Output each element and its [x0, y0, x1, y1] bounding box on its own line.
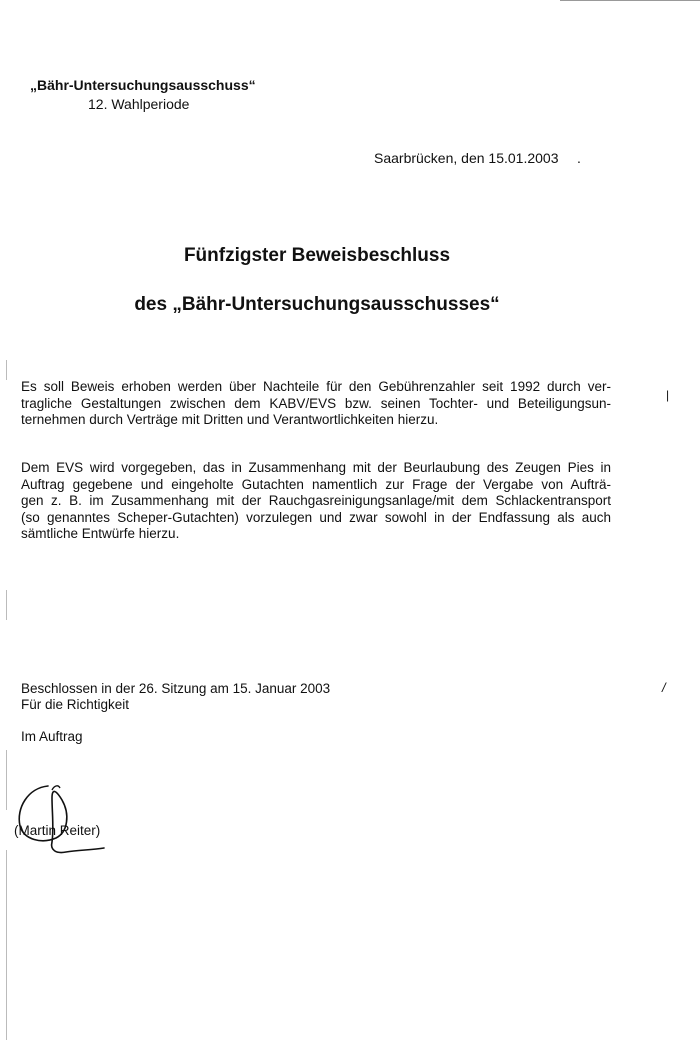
scan-edge-mark [6, 750, 7, 810]
paragraph-line: ternehmen durch Verträge mit Dritten und Verantwortlichkeiten hierzu. [21, 412, 439, 427]
margin-mark: / [662, 680, 666, 695]
scan-edge-mark [6, 590, 7, 620]
scan-edge-mark [6, 360, 7, 380]
handwritten-signature [8, 778, 118, 858]
place-and-date: Saarbrücken, den 15.01.2003 [374, 150, 559, 166]
document-title: Fünfzigster Beweisbeschluss [183, 245, 451, 266]
paragraph-line: Dem EVS wird vorgegeben, das in Zusammenhang mit der Beurlaubung des Zeugen Pies in [21, 460, 611, 475]
correctness-note: Für die Richtigkeit [21, 697, 130, 712]
document-subtitle: des „Bähr-Untersuchungsausschusses“ [134, 294, 500, 315]
on-behalf-note: Im Auftrag [21, 729, 83, 744]
paragraph-line: (so genanntes Scheper-Gutachten) vorzulegen und zwar sowohl in der Endfassung als auch [21, 509, 611, 525]
paragraph-line: Auftrag gegebene und eingeholte Gutachten namentlich zur Frage der Vergabe von Aufträ- [21, 476, 611, 492]
trailing-mark: . [577, 150, 581, 166]
legislative-period: 12. Wahlperiode [88, 96, 190, 112]
paragraph-line: Es soll Beweis erhoben werden über Nachteile für den Gebührenzahler seit 1992 durch ver- [21, 379, 611, 394]
scan-edge-mark [6, 850, 7, 1040]
margin-mark: | [666, 388, 670, 402]
paragraph-evidence [21, 379, 611, 429]
paragraph-order [21, 460, 611, 543]
paragraph-line: tragliche Gestaltungen zwischen dem KABV/EVS bzw. seinen Tochter- und Beteiligungsun- [21, 395, 611, 411]
decision-note: Beschlossen in der 26. Sitzung am 15. Januar 2003 [21, 681, 331, 696]
paragraph-line: sämtliche Entwürfe hierzu. [21, 526, 180, 541]
committee-name: „Bähr-Untersuchungsausschuss“ [30, 77, 256, 93]
scan-edge-line [560, 0, 700, 1]
paragraph-line: gen z. B. im Zusammenhang mit der Rauchgasreinigungsanlage/mit dem Schlackentransport [21, 493, 611, 508]
signer-name: (Martin Reiter) [14, 823, 101, 838]
